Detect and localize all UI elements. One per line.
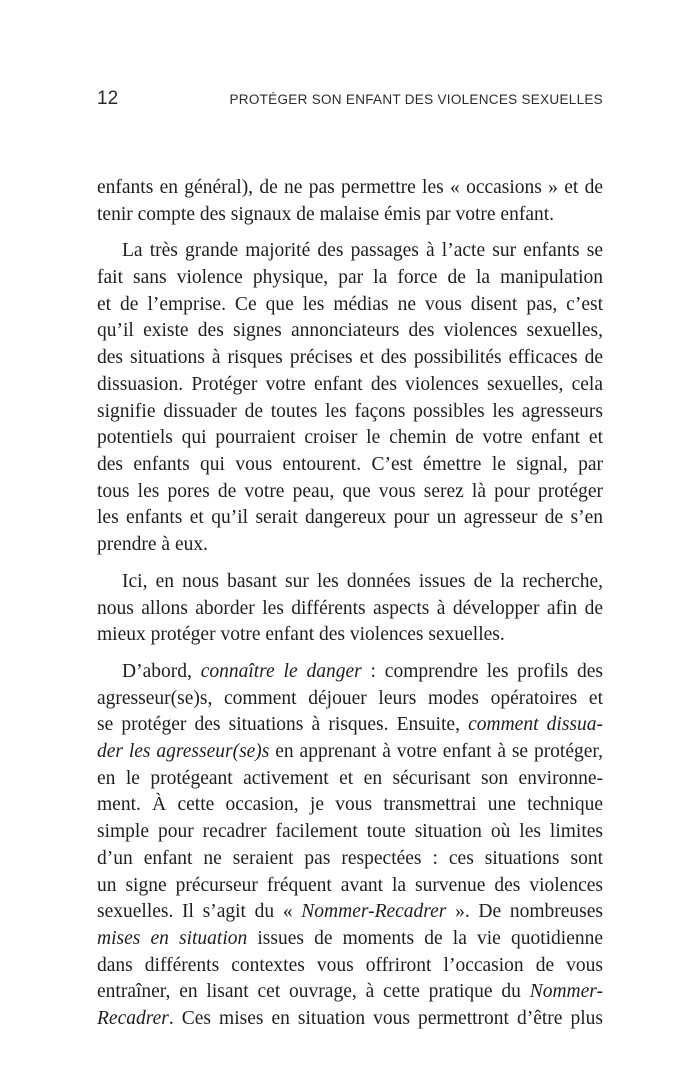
text-line: La très grande majorité des passages à l’acte sur enfants se [122, 240, 603, 261]
text-line: se protéger des situations à risques. Ensuite, comment dissua- [97, 714, 603, 735]
text-line: der les agresseur(se)s en apprenant à votre enfant à se protéger, [97, 741, 604, 762]
emphasis: mises en situation [97, 928, 248, 949]
text-line: des enfants qui vous entourent. C’est émettre le signal, par [97, 454, 603, 475]
text-line: et de l’emprise. Ce que les médias ne vous disent pas, c’est [97, 294, 603, 315]
text-line: d’un enfant ne seraient pas respectées : ces situations sont [97, 848, 603, 869]
text-line: Ici, en nous basant sur les données issues de la recherche, [122, 571, 603, 592]
text-line: agresseur(se)s, comment déjouer leurs modes opératoires et [97, 688, 603, 709]
emphasis: connaître le danger [200, 661, 362, 682]
text-line: ment. À cette occasion, je vous transmettrai une technique [97, 794, 603, 815]
text-line: Recadrer. Ces mises en situation vous permettront d’être plus [97, 1008, 603, 1029]
text-line: mieux protéger votre enfant des violences sexuelles. [97, 624, 505, 645]
text-line: en le protégeant activement et en sécurisant son environne- [97, 768, 603, 789]
text-line: un signe précurseur fréquent avant la survenue des violences [97, 875, 603, 896]
text-line: des situations à risques précises et des possibilités efficaces de [97, 347, 603, 368]
text-line: simple pour recadrer facilement toute situation où les limites [97, 821, 603, 842]
text-line: qu’il existe des signes annonciateurs des violences sexuelles, [97, 320, 603, 341]
emphasis: comment dissua- [468, 714, 603, 735]
emphasis: Recadrer [97, 1008, 169, 1029]
text-line: fait sans violence physique, par la force de la manipulation [97, 267, 603, 288]
emphasis: Nommer-Recadrer [301, 901, 447, 922]
text-line: prendre à eux. [97, 534, 208, 555]
text-line: entraîner, en lisant cet ouvrage, à cette pratique du Nommer- [97, 981, 603, 1002]
running-header-title: PROTÉGER SON ENFANT DES VIOLENCES SEXUELLES [229, 92, 603, 107]
text-line: dissuasion. Protéger votre enfant des violences sexuelles, cela [97, 374, 603, 395]
text-line: les enfants et qu’il serait dangereux pour un agresseur de s’en [97, 507, 603, 528]
text-line: mises en situation issues de moments de la vie quotidienne [97, 928, 604, 949]
text-line: enfants en général), de ne pas permettre les « occasions » et de [97, 177, 603, 198]
text-line: D’abord, connaître le danger : comprendre les profils des [122, 661, 603, 682]
page-number: 12 [97, 88, 119, 109]
text-line: dans différents contextes vous offriront l’occasion de vous [97, 955, 603, 976]
text-line: tenir compte des signaux de malaise émis par votre enfant. [97, 204, 555, 225]
emphasis: Nommer- [529, 981, 603, 1002]
text-line: signifie dissuader de toutes les façons possibles les agresseurs [97, 401, 603, 422]
text-line: nous allons aborder les différents aspects à développer afin de [97, 598, 603, 619]
text-line: tous les pores de votre peau, que vous serez là pour protéger [97, 481, 603, 502]
text-line: potentiels qui pourraient croiser le chemin de votre enfant et [97, 427, 603, 448]
emphasis: der les agresseur(se)s [97, 741, 270, 762]
text-line: sexuelles. Il s’agit du « Nommer-Recadrer ». De nombreuses [97, 901, 603, 922]
